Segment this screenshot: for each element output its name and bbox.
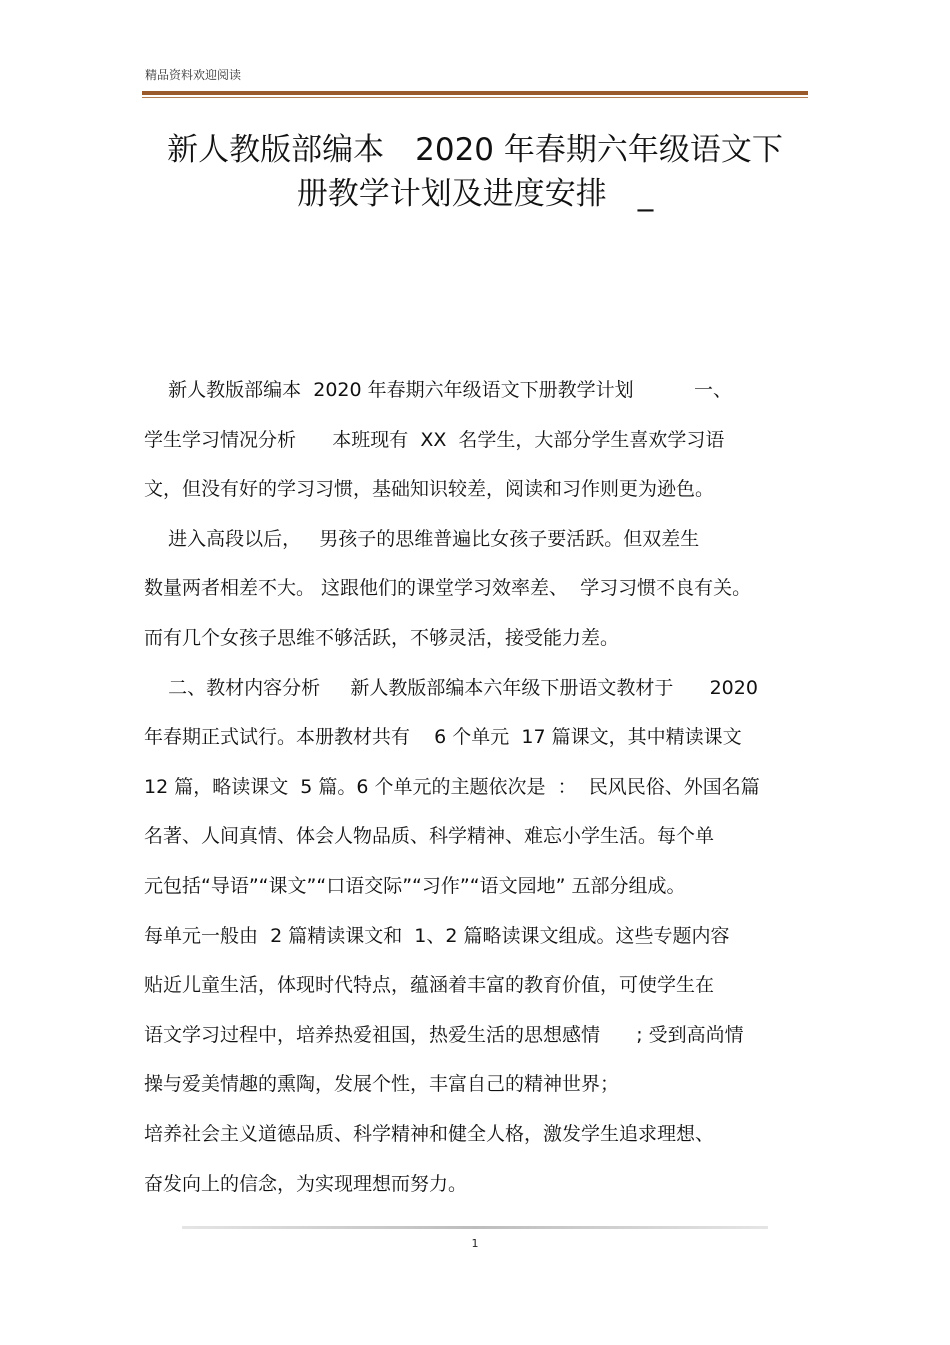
body-line: 操与爱美情趣的熏陶，发展个性，丰富自己的精神世界； <box>144 1073 620 1096</box>
body-text <box>144 366 834 1209</box>
body-line: 语文学习过程中，培养热爱祖国，热爱生活的思想感情 ; 受到高尚情 <box>144 1023 744 1046</box>
title-line-1: 新人教版部编本 2020 年春期六年级语文下 <box>167 132 783 168</box>
body-line: 元包括“导语”“课文”“口语交际”“习作”“语文园地” 五部分组成。 <box>144 874 686 897</box>
header-rule-thick <box>142 91 808 95</box>
body-line: 奋发向上的信念，为实现理想而努力。 <box>144 1172 468 1195</box>
page-number: 1 <box>471 1237 479 1250</box>
body-line: 年春期正式试行。本册教材共有 6 个单元 17 篇课文，其中精读课文 <box>144 726 742 749</box>
body-line: 新人教版部编本 2020 年春期六年级语文下册教学计划 一、 <box>144 379 733 401</box>
body-line: 12 篇，略读课文 5 篇。6 个单元的主题依次是 ： 民风民俗、外国名篇 <box>144 775 760 798</box>
page-header-text: 精品资料欢迎阅读 <box>145 68 242 82</box>
body-line: 数量两者相差不大。 这跟他们的课堂学习效率差、 学习习惯不良有关。 <box>144 577 752 600</box>
title-line-2: 册教学计划及进度安排 _ <box>296 176 654 212</box>
footer-rule <box>182 1226 768 1229</box>
body-line: 名著、人间真情、体会人物品质、科学精神、难忘小学生活。每个单 <box>144 825 715 848</box>
header-rule-thin <box>142 97 808 98</box>
body-line: 进入高段以后， 男孩子的思维普遍比女孩子要活跃。但双差生 <box>144 527 700 550</box>
body-line: 文，但没有好的学习习惯，基础知识较差，阅读和习作则更为逊色。 <box>144 478 715 501</box>
body-line: 而有几个女孩子思维不够活跃，不够灵活，接受能力差。 <box>144 626 620 649</box>
body-line: 每单元一般由 2 篇精读课文和 1、2 篇略读课文组成。这些专题内容 <box>144 924 730 947</box>
document-title <box>110 128 840 216</box>
body-line: 二、教材内容分析 新人教版部编本六年级下册语文教材于 2020 <box>144 676 758 699</box>
body-line: 培养社会主义道德品质、科学精神和健全人格，激发学生追求理想、 <box>144 1122 715 1145</box>
body-line: 贴近儿童生活，体现时代特点，蕴涵着丰富的教育价值，可使学生在 <box>144 974 715 997</box>
body-line: 学生学习情况分析 本班现有 XX 名学生，大部分学生喜欢学习语 <box>144 428 725 451</box>
